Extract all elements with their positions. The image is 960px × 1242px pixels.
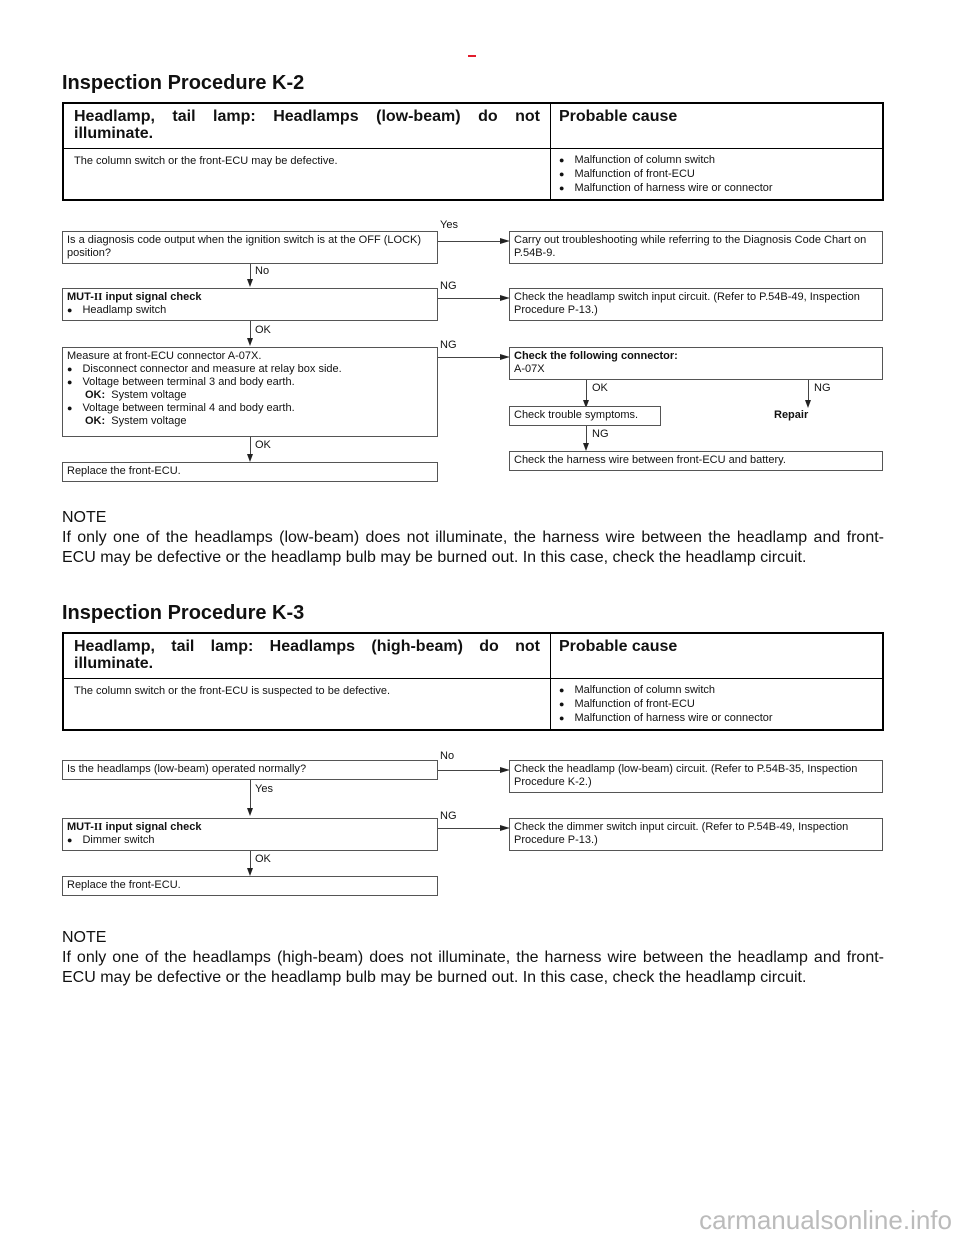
- k3-no-label: No: [440, 750, 455, 762]
- k2-title: Inspection Procedure K-2: [62, 72, 305, 94]
- k2-measure-title: Measure at front-ECU connector A-07X.: [67, 350, 262, 362]
- k2-yes-connector: [438, 241, 500, 242]
- arrow-down-icon: [247, 338, 253, 346]
- k3-ok1-label: OK: [255, 853, 271, 865]
- k2-description: The column switch or the front-ECU may be defective.: [64, 149, 551, 199]
- k2-yes-label: Yes: [440, 219, 458, 231]
- k3-replace-box: Replace the front-ECU.: [62, 876, 438, 896]
- k2-ok-label: OK:: [85, 415, 106, 427]
- k2-cause-header: Probable cause: [559, 108, 678, 125]
- k2-ok-value: System voltage: [111, 389, 187, 401]
- k2-replace-box: Replace the front-ECU.: [62, 462, 438, 482]
- k2-no-label: No: [255, 265, 270, 277]
- k2-trouble-box: Check trouble symptoms.: [509, 406, 661, 426]
- k2-ok-label: OK:: [85, 389, 106, 401]
- k3-ok1-connector: [250, 851, 251, 869]
- k3-note: If only one of the headlamps (high-beam) does not illuminate, the harness wire between the headlamp and front-ECU may be defective or the headlamp bulb may be burned out. In this case, check the headlamp circuit.: [62, 949, 884, 986]
- k2-cause-item: ● Malfunction of front-ECU: [559, 167, 874, 181]
- k2-q1-box: Is a diagnosis code output when the ignition switch is at the OFF (LOCK) position?: [62, 231, 438, 264]
- k3-cause-header: Probable cause: [559, 638, 678, 655]
- k2-connector-box: [509, 347, 883, 380]
- k2-note: If only one of the headlamps (low-beam) does not illuminate, the harness wire between the headlamp and front-ECU may be defective or the headlamp bulb may be burned out. In this case, check the headlamp circuit.: [62, 529, 884, 566]
- k3-cause-item: ● Malfunction of harness wire or connector: [559, 711, 874, 725]
- k2-ng4-label: NG: [592, 428, 609, 440]
- k2-measure-item: ● Voltage between terminal 3 and body earth.: [67, 376, 433, 389]
- k2-symptom: Headlamp, tail lamp: Headlamps (low-beam) do not illuminate.: [64, 104, 551, 148]
- k2-ng2-connector: [438, 357, 500, 358]
- k3-cause-item: ● Malfunction of front-ECU: [559, 697, 874, 711]
- k2-repair-label: Repair: [774, 409, 809, 421]
- k2-mut-title-b: input signal check: [102, 291, 202, 303]
- k2-measure-box: [62, 347, 438, 437]
- k2-ok3-connector: [250, 437, 251, 455]
- k3-cause-item: ● Malfunction of column switch: [559, 683, 874, 697]
- k3-cause-table: [62, 632, 884, 731]
- k2-ng3-connector: [808, 380, 809, 401]
- k2-cause-item: ● Malfunction of harness wire or connector: [559, 181, 874, 195]
- page-marker: [468, 55, 476, 57]
- k2-cause-item: ● Malfunction of column switch: [559, 153, 874, 167]
- k3-ng1-label: NG: [440, 810, 457, 822]
- k2-mut-box: [62, 288, 438, 321]
- k2-ok3-label: OK: [255, 439, 271, 451]
- k3-mut-box: [62, 818, 438, 851]
- arrow-down-icon: [805, 400, 811, 408]
- k2-note-title: NOTE: [62, 509, 107, 526]
- k2-ng1-action-box: Check the headlamp switch input circuit. (Refer to P.54B-49, Inspection Procedure P-13.): [509, 288, 883, 321]
- k2-mut-roman: II: [93, 291, 103, 303]
- k2-conn-value: A-07X: [514, 363, 545, 375]
- arrow-down-icon: [583, 443, 589, 451]
- k2-conn-title: Check the following connector:: [514, 350, 678, 362]
- k2-ok1-label: OK: [255, 324, 271, 336]
- k3-mut-title-a: MUT-: [67, 821, 94, 833]
- k2-harness-box: Check the harness wire between front-ECU and battery.: [509, 451, 883, 471]
- k2-mut-item: ● Headlamp switch: [67, 304, 433, 317]
- k2-ok-value: System voltage: [111, 415, 187, 427]
- k3-symptom: Headlamp, tail lamp: Headlamps (high-beam) do not illuminate.: [64, 634, 551, 678]
- arrow-down-icon: [247, 868, 253, 876]
- k2-ng1-label: NG: [440, 280, 457, 292]
- k3-q1-box: Is the headlamps (low-beam) operated normally?: [62, 760, 438, 780]
- k3-mut-roman: II: [93, 821, 103, 833]
- k3-title: Inspection Procedure K-3: [62, 602, 305, 624]
- arrow-down-icon: [247, 808, 253, 816]
- k3-no-action-box: Check the headlamp (low-beam) circuit. (Refer to P.54B-35, Inspection Procedure K-2.): [509, 760, 883, 793]
- k3-description: The column switch or the front-ECU is suspected to be defective.: [64, 679, 551, 729]
- k3-ng1-connector: [438, 828, 500, 829]
- k3-yes-connector: [250, 780, 251, 809]
- k2-ng2-label: NG: [440, 339, 457, 351]
- k3-yes-label: Yes: [255, 783, 273, 795]
- k2-cause-table: [62, 102, 884, 201]
- k2-measure-item: ● Voltage between terminal 4 and body earth.: [67, 402, 433, 415]
- arrow-down-icon: [247, 279, 253, 287]
- watermark: carmanualsonline.info: [699, 1205, 952, 1235]
- k2-causes: [551, 149, 882, 199]
- k2-no-connector: [250, 264, 251, 280]
- k2-ok2-connector: [586, 380, 587, 401]
- k2-mut-title-a: MUT-: [67, 291, 94, 303]
- k3-causes: [551, 679, 882, 729]
- k2-ok2-label: OK: [592, 382, 608, 394]
- k3-mut-item: ● Dimmer switch: [67, 834, 433, 847]
- k2-measure-item: ● Disconnect connector and measure at relay box side.: [67, 363, 433, 376]
- arrow-down-icon: [247, 454, 253, 462]
- k3-no-connector: [438, 770, 500, 771]
- k3-ng1-action-box: Check the dimmer switch input circuit. (Refer to P.54B-49, Inspection Procedure P-13.): [509, 818, 883, 851]
- k2-yes-action-box: Carry out troubleshooting while referring to the Diagnosis Code Chart on P.54B-9.: [509, 231, 883, 264]
- k2-ng1-connector: [438, 298, 500, 299]
- k3-mut-title-b: input signal check: [102, 821, 202, 833]
- k3-note-title: NOTE: [62, 929, 107, 946]
- k2-ng3-label: NG: [814, 382, 831, 394]
